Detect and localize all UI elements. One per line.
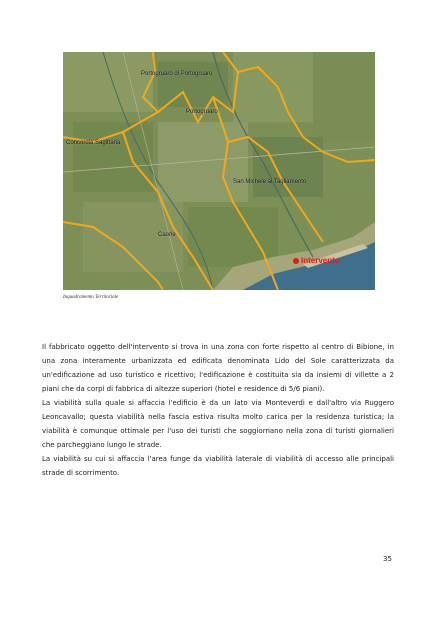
map-label-caorle: Caorle (158, 232, 176, 238)
map-caption: Inquadramento Territoriale (63, 295, 119, 300)
intervention-marker (293, 258, 299, 264)
paragraph: La viabilità su cui si affaccia l'area funge da viabilità laterale di viabilità di accesso alle principali strade di scorrimento. (42, 455, 394, 477)
map-label-san-michele: San Michele al Tagliamento (233, 179, 307, 185)
map-label-portogruaro-north: Portogruaro di Portogruaro (141, 71, 213, 77)
paragraph: La viabilità sulla quale si affaccia l'edificio è da un lato via Monteverdi e dall'altro via Ruggero Leoncavallo; questa viabilità nella fascia estiva risulta molto carica per la residenza turistica; la viabilità è comunque ottimale per l'uso dei turisti che soggiornano nella zona di turisti giornalieri che parcheggiano lungo le strade. (42, 399, 394, 449)
paragraph: Il fabbricato oggetto dell'intervento si trova in una zona con forte rispetto al centro di Bibione, in una zona interamente urbanizzata ed edificata denominata Lido del Sole caratterizzata da un'edificazione ad uso turistico e ricettivo; l'edificazione è costituita sia da insiemi di villette a 2 piani che da corpi di fabbrica di altezze superiori (hotel e residence di 5/6 piani). (42, 343, 394, 393)
territorial-map (63, 52, 375, 290)
map-image (63, 52, 375, 290)
map-label-concordia-sagittaria: Concordia Sagittaria (66, 140, 121, 146)
map-label-portogruaro: Portogruaro (186, 109, 218, 115)
page-number: 35 (383, 555, 392, 563)
body-text (42, 340, 394, 480)
map-label-intervento: Intervento (301, 256, 340, 265)
